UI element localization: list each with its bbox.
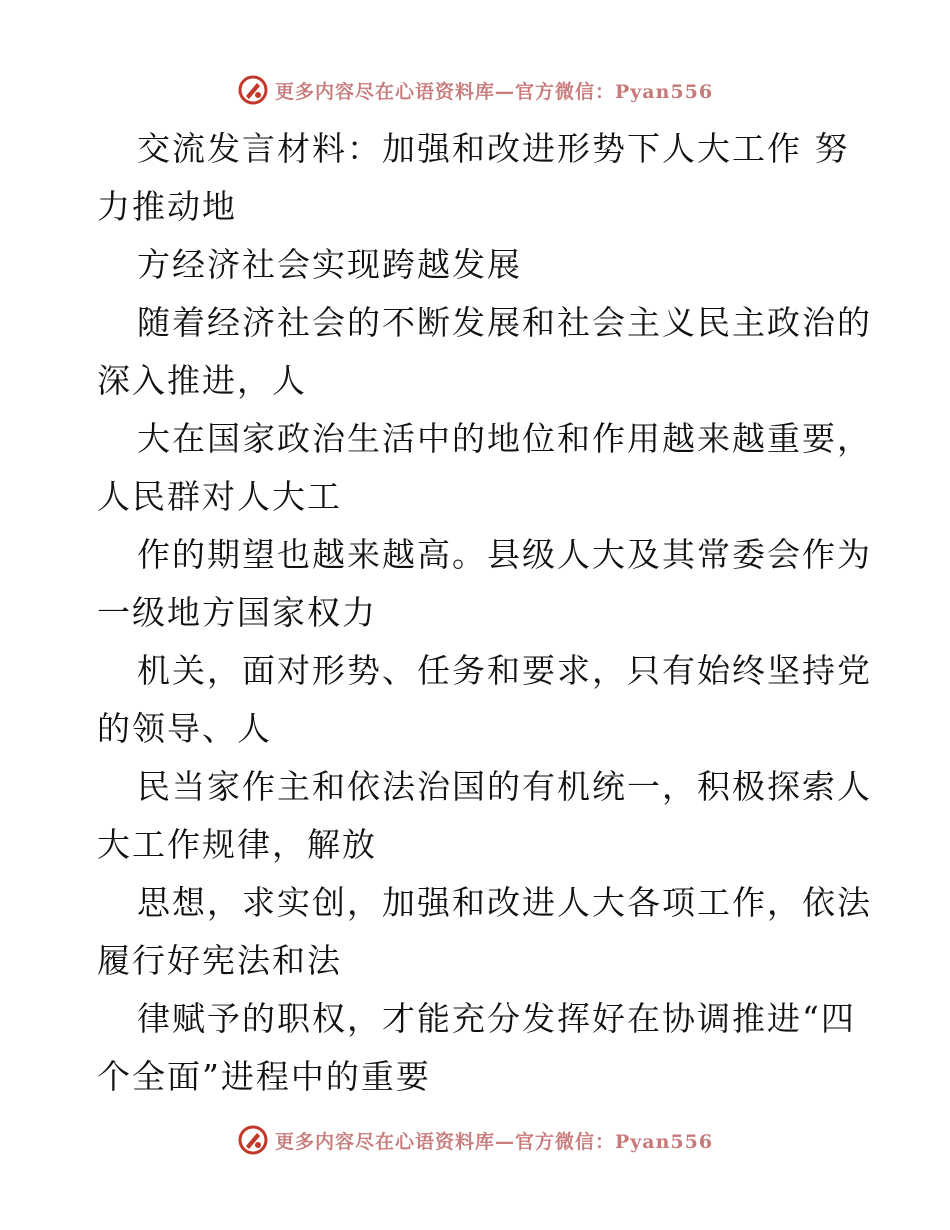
body-text-line: 交流发言材料：加强和改进形势下人大工作 努: [137, 129, 850, 168]
body-text-line: 方经济社会实现跨越发展: [137, 245, 522, 284]
body-text-line: 一级地方国家权力: [97, 593, 377, 632]
body-text-line: 律赋予的职权，才能充分发挥好在协调推进“四: [137, 999, 856, 1038]
body-text-line: 的领导、人: [97, 709, 272, 748]
body-text-line: 思想，求实创，加强和改进人大各项工作，依法: [137, 883, 872, 922]
body-text-line: 大在国家政治生活中的地位和作用越来越重要，: [137, 419, 872, 458]
logo-icon: [237, 1124, 269, 1156]
footer-banner: [0, 1120, 950, 1160]
body-text-line: 深入推进，人: [97, 361, 307, 400]
body-text-line: 力推动地: [97, 187, 237, 226]
body-text-line: 履行好宪法和法: [97, 941, 342, 980]
banner-text: 更多内容尽在心语资料库—官方微信：Pyan556: [274, 1130, 714, 1153]
body-text-line: 机关，面对形势、任务和要求，只有始终坚持党: [137, 651, 872, 690]
body-text-line: 作的期望也越来越高。县级人大及其常委会作为: [137, 535, 872, 574]
banner-text: 更多内容尽在心语资料库—官方微信：Pyan556: [274, 80, 714, 103]
header-banner: [0, 70, 950, 110]
body-text-line: 个全面”进程中的重要: [97, 1057, 431, 1096]
logo-icon: [237, 74, 269, 106]
document-body: [97, 120, 872, 1106]
body-text-line: 人民群对人大工: [97, 477, 342, 516]
body-text-line: 随着经济社会的不断发展和社会主义民主政治的: [137, 303, 872, 342]
body-text-line: 大工作规律，解放: [97, 825, 377, 864]
body-text-line: 民当家作主和依法治国的有机统一，积极探索人: [137, 767, 872, 806]
